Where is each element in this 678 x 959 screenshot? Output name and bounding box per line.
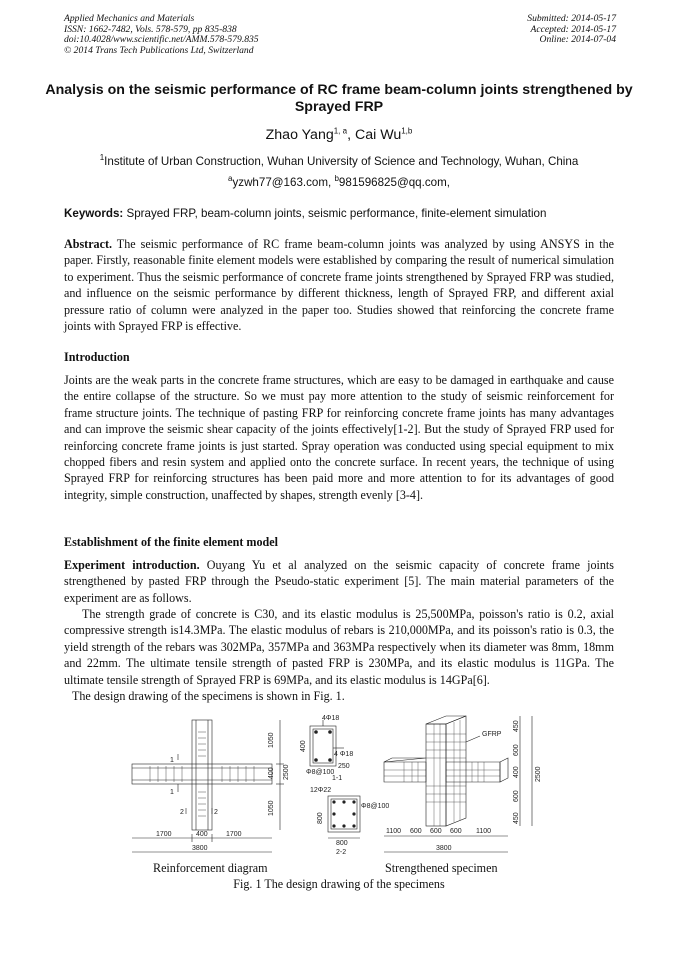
abstract-text: The seismic performance of RC frame beam-column joints was analyzed by using ANSYS in the paper. Firstly, reasonable finite element models were established by comparing the result of numerical simulation to experiment. Thus the seismic performance of concrete frame joints strengthened by Sprayed FRP was studied, and influence on the seismic performance by different thickness, length of Sprayed FRP, and different axial pressure ratio of column were analyzed in the paper too. Studies showed that reinforcing the concrete frame joints with Sprayed FRP is effective. xyxy=(64,237,614,334)
dim-r1: 1100 xyxy=(386,828,402,835)
experiment-intro-text: Ouyang Yu et al analyzed on the seismic capacity of concrete frame joints strengthened by pasted FRP through the Pseudo-static experiment [5]. The main material parameters of the experiment are as follows. xyxy=(64,558,614,605)
sec1-top-label: 4Φ18 xyxy=(322,715,340,722)
section-marker-1b: 1 xyxy=(170,789,174,796)
experiment-intro xyxy=(64,557,614,606)
keywords-text: Sprayed FRP, beam-column joints, seismic performance, finite-element simulation xyxy=(123,207,547,220)
dim-v1: 1050 xyxy=(268,732,275,748)
author-1: Zhao Yang xyxy=(265,127,334,143)
email-a-sup: a xyxy=(228,174,233,184)
dim-vtotal: 2500 xyxy=(283,764,290,780)
dim-v3: 1050 xyxy=(268,800,275,816)
sec1-right-label: 4 Φ18 xyxy=(334,751,354,758)
sec1-stirrup-label: Φ8@100 xyxy=(306,769,335,776)
dim-rtotal: 3800 xyxy=(436,845,452,852)
dim-r4: 600 xyxy=(450,828,462,835)
material-params: The strength grade of concrete is C30, and its elastic modulus is 25,500MPa, poisson's ratio is 0.2, axial compressive strength is14.3MPa. The elastic modulus of rebars is 210,000MPa, and its poisson's ratio is 0.3, the yield strength of the rebars was 302MPa, 357MPa and 363MPa respectively when its diameter was 8mm, 18mm and 22mm. The ultimate tensile strength of pasted FRP is 230MPa, and its elastic modulus is 11GPa. The ultimate tensile strength of Sprayed FRP is 69MPa, and its elastic modulus is 14GPa[6]. xyxy=(64,607,614,687)
accepted-date: Accepted: 2014-05-17 xyxy=(530,23,616,35)
dim-rvtotal: 2500 xyxy=(535,766,542,782)
affiliation-sup: 1 xyxy=(99,153,105,163)
author-2-sup: 1,b xyxy=(401,126,413,136)
email-line xyxy=(0,176,678,189)
dim-r5: 1100 xyxy=(476,828,492,835)
dim-rv-4: 600 xyxy=(513,744,520,756)
dim-r2: 600 xyxy=(410,828,422,835)
dim-rv-3: 400 xyxy=(513,766,520,778)
abstract xyxy=(64,236,614,334)
dim-l3: 1700 xyxy=(226,831,242,838)
issn-line: ISSN: 1662-7482, Vols. 578-579, pp 835-838 xyxy=(64,23,237,35)
journal-header-right xyxy=(527,14,616,46)
section-1-1 xyxy=(310,720,344,766)
author-1-sup: 1, a xyxy=(333,126,348,136)
keywords-label: Keywords: xyxy=(64,207,124,220)
email-b-sup: b xyxy=(334,174,339,184)
sec1-name: 1-1 xyxy=(332,775,343,782)
section-marker-2a: 2 xyxy=(180,809,184,816)
sec2-name: 2-2 xyxy=(336,849,347,856)
figure-label-right: Strengthened specimen xyxy=(385,861,498,875)
gfrp-label: GFRP xyxy=(482,731,502,738)
reinforcement-diagram xyxy=(132,720,284,852)
dim-rv-5: 450 xyxy=(513,720,520,732)
dim-v2: 400 xyxy=(268,767,275,779)
online-date: Online: 2014-07-04 xyxy=(539,34,616,45)
dim-l1: 1700 xyxy=(156,831,172,838)
abstract-label: Abstract. xyxy=(64,237,113,251)
design-drawing-figure xyxy=(120,712,560,872)
submitted-date: Submitted: 2014-05-17 xyxy=(527,13,616,24)
sec2-w-label: 800 xyxy=(336,840,348,847)
experiment-intro-label: Experiment introduction. xyxy=(64,558,200,572)
dim-ltotal: 3800 xyxy=(192,845,208,852)
sec2-stirrup-label: Φ8@100 xyxy=(361,803,390,810)
sec1-h-label: 400 xyxy=(300,740,307,752)
keywords xyxy=(64,207,624,220)
email-a: yzwh77@163.com, xyxy=(232,176,335,189)
figure-label-left: Reinforcement diagram xyxy=(153,861,268,875)
paper-title: Analysis on the seismic performance of RC frame beam-column joints strengthened by Sprayed FRP xyxy=(45,82,633,115)
email-b: 981596825@qq.com, xyxy=(338,176,450,189)
sec2-h-label: 800 xyxy=(317,812,324,824)
author-sep: , xyxy=(347,127,355,143)
author-line xyxy=(0,127,678,143)
figure-caption: Fig. 1 The design drawing of the specimens xyxy=(233,877,445,891)
section-marker-2b: 2 xyxy=(214,809,218,816)
intro-heading: Introduction xyxy=(64,350,130,364)
dim-rv-1: 450 xyxy=(513,812,520,824)
establishment-heading: Establishment of the finite element model xyxy=(64,535,278,549)
section-2-2 xyxy=(328,796,360,838)
dim-rv-2: 600 xyxy=(513,790,520,802)
sec2-top-label: 12Φ22 xyxy=(310,787,332,794)
journal-name: Applied Mechanics and Materials xyxy=(64,13,195,24)
sec1-w-label: 250 xyxy=(338,763,350,770)
doi-line: doi:10.4028/www.scientific.net/AMM.578-579.835 xyxy=(64,34,259,45)
intro-text: Joints are the weak parts in the concrete frame structures, which are easy to be damaged in earthquake and cause the entire collapse of the structure. So we must pay more attention to the study of seismic reinforcement for frame structure joints. The technique of pasting FRP for reinforcing concrete frame joints has many advantages and can improve the seismic shear capacity of the joints effectively[1-2]. But the study of Sprayed FRP used for reinforcing concrete frame joints is just started. Spray operation was conducted using special equipment to mix chopped fibers and resin system and applied onto the concrete surface. In recent years, the technique of using Sprayed FRP for reinforcing structures has been paid more and more attention to for its advantages of good integrity, simple construction, unaffected by shapes, strength evenly [3-4]. xyxy=(64,373,614,502)
dim-r3: 600 xyxy=(430,828,442,835)
dim-l2: 400 xyxy=(196,831,208,838)
copyright-line: © 2014 Trans Tech Publications Ltd, Switzerland xyxy=(64,44,254,56)
journal-header-left xyxy=(64,14,259,56)
affiliation-text: Institute of Urban Construction, Wuhan University of Science and Technology, Wuhan, China xyxy=(104,155,579,168)
figure-ref: The design drawing of the specimens is shown in Fig. 1. xyxy=(72,689,345,703)
author-2: Cai Wu xyxy=(354,127,402,143)
affiliation xyxy=(0,155,678,168)
section-marker-1a: 1 xyxy=(170,757,174,764)
